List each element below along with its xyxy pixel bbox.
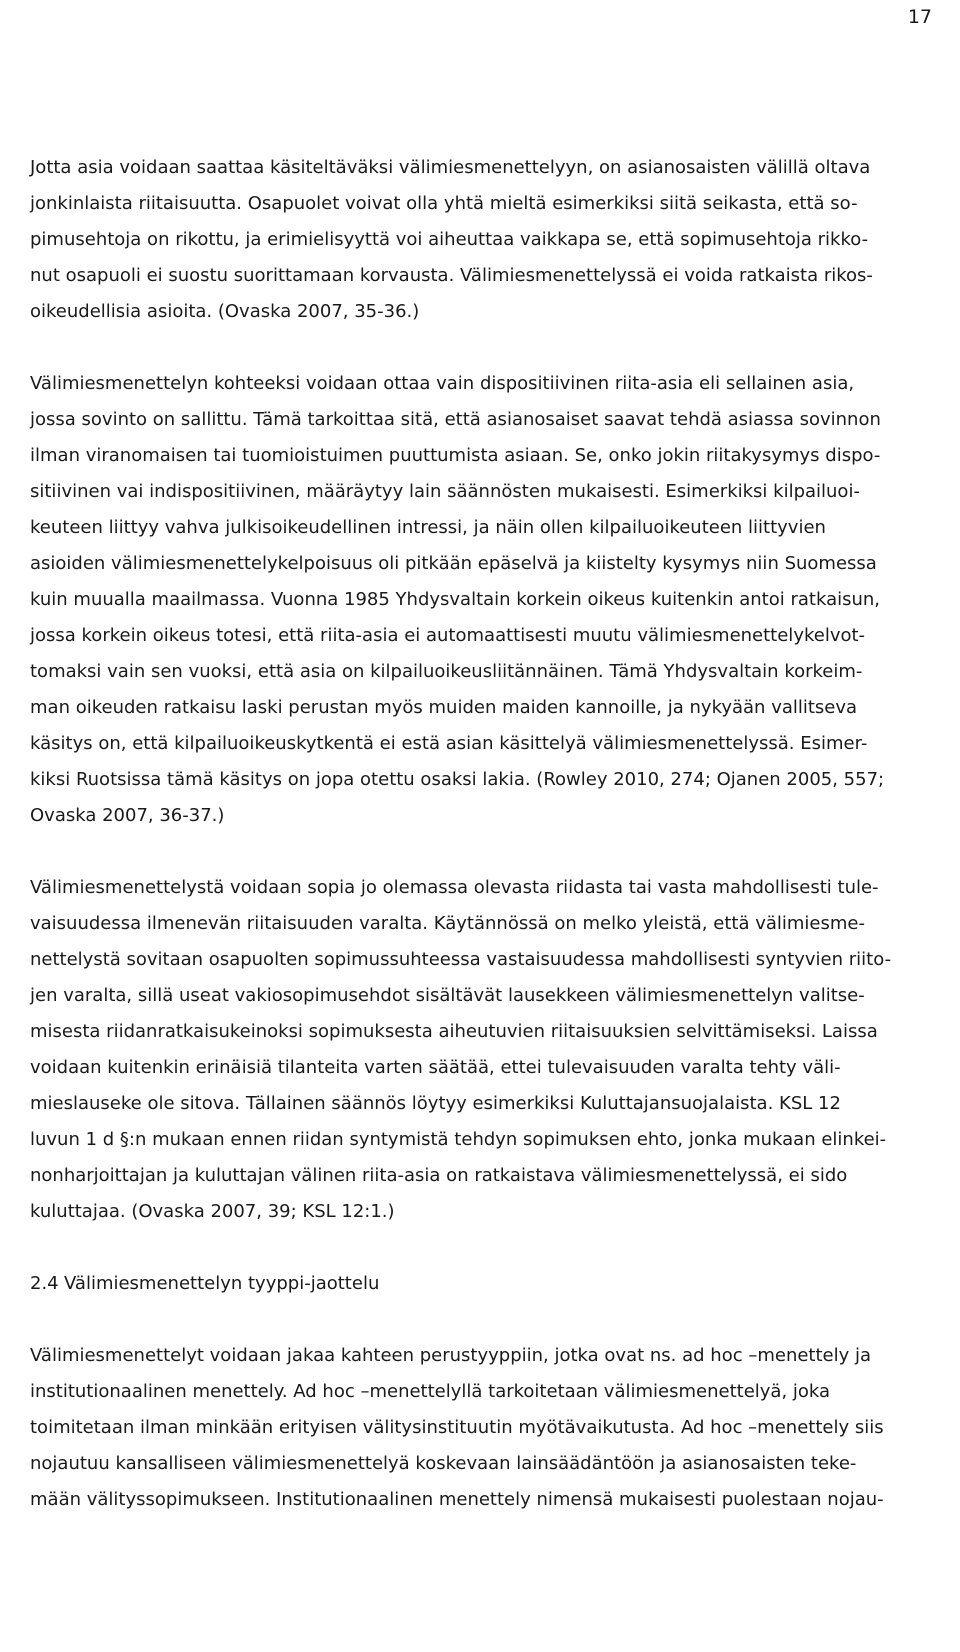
page-number: 17	[907, 6, 932, 28]
text-line: asioiden välimiesmenettelykelpoisuus oli pitkään epäselvä ja kiistelty kysymys niin Suomessa	[30, 553, 877, 574]
section-number: 2.4	[30, 1273, 59, 1294]
paragraph-gap	[30, 1302, 910, 1338]
text-line: luvun 1 d §:n mukaan ennen riidan syntymistä tehdyn sopimuksen ehto, jonka mukaan elinkei-	[30, 1129, 887, 1150]
text-line: Välimiesmenettelystä voidaan sopia jo olemassa olevasta riidasta tai vasta mahdollisesti tule-	[30, 877, 879, 898]
paragraph-4	[30, 1338, 910, 1518]
text-line: keuteen liittyy vahva julkisoikeudellinen intressi, ja näin ollen kilpailuoikeuteen liittyvien	[30, 517, 826, 538]
text-line: jonkinlaista riitaisuutta. Osapuolet voivat olla yhtä mieltä esimerkiksi siitä seikasta, että so-	[30, 193, 858, 214]
text-line: toimitetaan ilman minkään erityisen välitysinstituutin myötävaikutusta. Ad hoc –menettely siis	[30, 1417, 884, 1438]
section-title: Välimiesmenettelyn tyyppi-jaottelu	[64, 1273, 380, 1294]
text-line: man oikeuden ratkaisu laski perustan myös muiden maiden kannoille, ja nykyään vallitseva	[30, 697, 858, 718]
text-line: ilman viranomaisen tai tuomioistuimen puuttumista asiaan. Se, onko jokin riitakysymys dispo-	[30, 445, 881, 466]
document-body	[30, 150, 910, 1518]
text-line: sitiivinen vai indispositiivinen, määräytyy lain säännösten mukaisesti. Esimerkiksi kilpailuoi-	[30, 481, 860, 502]
paragraph-2	[30, 366, 910, 834]
text-line: kuluttajaa. (Ovaska 2007, 39; KSL 12:1.)	[30, 1201, 395, 1222]
paragraph-1	[30, 150, 910, 330]
paragraph-gap	[30, 1230, 910, 1266]
text-line: institutionaalinen menettely. Ad hoc –menettelyllä tarkoitetaan välimiesmenettelyä, joka	[30, 1381, 831, 1402]
text-line: pimusehtoja on rikottu, ja erimielisyyttä voi aiheuttaa vaikkapa se, että sopimusehtoja rikko-	[30, 229, 869, 250]
text-line: kiksi Ruotsissa tämä käsitys on jopa otettu osaksi lakia. (Rowley 2010, 274; Ojanen 2005, 557;	[30, 769, 885, 790]
text-line: tomaksi vain sen vuoksi, että asia on kilpailuoikeusliitännäinen. Tämä Yhdysvaltain korkeim-	[30, 661, 863, 682]
paragraph-gap	[30, 330, 910, 366]
section-heading	[30, 1266, 910, 1302]
text-line: jen varalta, sillä useat vakiosopimusehdot sisältävät lausekkeen välimiesmenettelyn valitse-	[30, 985, 865, 1006]
text-line: nut osapuoli ei suostu suorittamaan korvausta. Välimiesmenettelyssä ei voida ratkaista rikos-	[30, 265, 873, 286]
text-line: mään välityssopimukseen. Institutionaalinen menettely nimensä mukaisesti puolestaan nojau-	[30, 1489, 884, 1510]
paragraph-3	[30, 870, 910, 1230]
text-line: nettelystä sovitaan osapuolten sopimussuhteessa vastaisuudessa mahdollisesti syntyvien riito-	[30, 949, 892, 970]
text-line: Jotta asia voidaan saattaa käsiteltäväksi välimiesmenettelyyn, on asianosaisten välillä oltava	[30, 157, 871, 178]
text-line: kuin muualla maailmassa. Vuonna 1985 Yhdysvaltain korkein oikeus kuitenkin antoi ratkaisun,	[30, 589, 881, 610]
text-line: mieslauseke ole sitova. Tällainen säännös löytyy esimerkiksi Kuluttajansuojalaista. KSL 12	[30, 1093, 841, 1114]
text-line: käsitys on, että kilpailuoikeuskytkentä ei estä asian käsittelyä välimiesmenettelyssä. Esimer-	[30, 733, 868, 754]
text-line: voidaan kuitenkin erinäisiä tilanteita varten säätää, ettei tulevaisuuden varalta tehty väli-	[30, 1057, 841, 1078]
text-line: jossa sovinto on sallittu. Tämä tarkoittaa sitä, että asianosaiset saavat tehdä asiassa sovinnon	[30, 409, 881, 430]
text-line: nonharjoittajan ja kuluttajan välinen riita-asia on ratkaistava välimiesmenettelyssä, ei sido	[30, 1165, 848, 1186]
text-line: Välimiesmenettelyn kohteeksi voidaan ottaa vain dispositiivinen riita-asia eli sellainen asia,	[30, 373, 855, 394]
text-line: nojautuu kansalliseen välimiesmenettelyä koskevaan lainsäädäntöön ja asianosaisten teke-	[30, 1453, 857, 1474]
text-line: jossa korkein oikeus totesi, että riita-asia ei automaattisesti muutu välimiesmenettelykelvot-	[30, 625, 866, 646]
text-line: Ovaska 2007, 36-37.)	[30, 805, 225, 826]
paragraph-gap	[30, 834, 910, 870]
text-line: oikeudellisia asioita. (Ovaska 2007, 35-36.)	[30, 301, 420, 322]
text-line: vaisuudessa ilmenevän riitaisuuden varalta. Käytännössä on melko yleistä, että välimiesme-	[30, 913, 865, 934]
text-line: misesta riidanratkaisukeinoksi sopimuksesta aiheutuvien riitaisuuksien selvittämiseksi. Laissa	[30, 1021, 878, 1042]
text-line: Välimiesmenettelyt voidaan jakaa kahteen perustyyppiin, jotka ovat ns. ad hoc –menettely ja	[30, 1345, 872, 1366]
